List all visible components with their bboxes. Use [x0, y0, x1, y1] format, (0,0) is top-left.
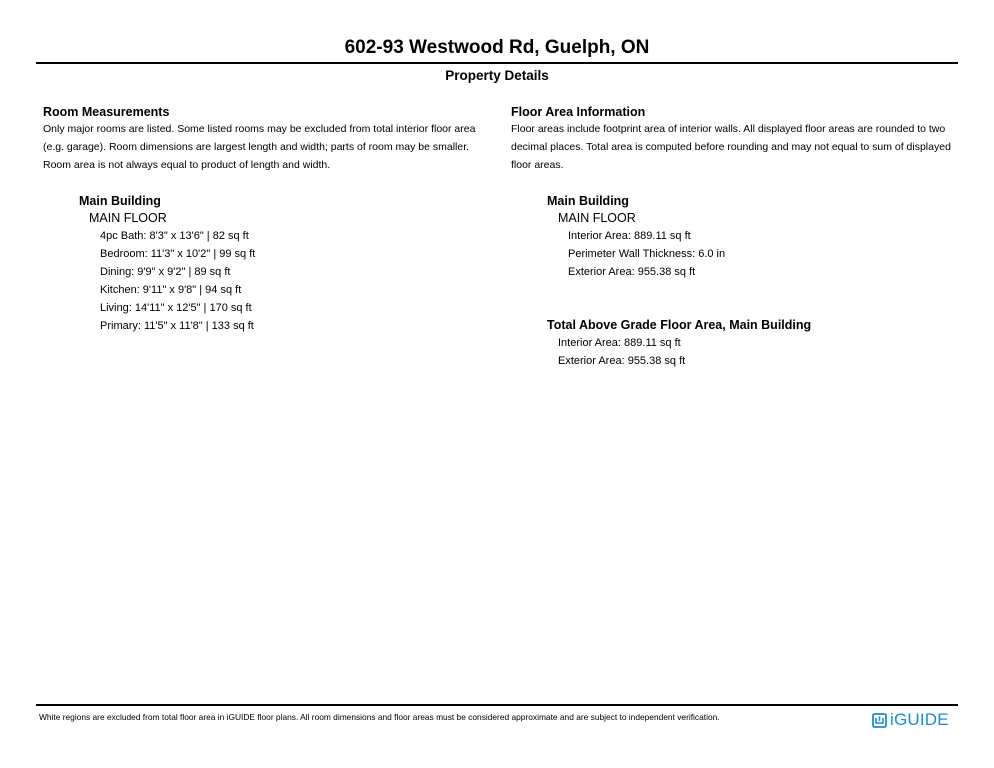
total-area-item: Interior Area: 889.11 sq ft	[558, 337, 681, 349]
floor-area-heading: Floor Area Information	[511, 105, 646, 119]
footer-disclaimer: White regions are excluded from total floor area in iGUIDE floor plans. All room dimensions and floor areas must be considered approximate and are subject to independent verification.	[39, 712, 720, 722]
floor-label: MAIN FLOOR	[89, 211, 167, 225]
total-area-item: Exterior Area: 955.38 sq ft	[558, 355, 686, 367]
floor-label: MAIN FLOOR	[558, 211, 636, 225]
room-measurements-note-line: (e.g. garage). Room dimensions are largest length and width; parts of room may be smaller.	[43, 141, 470, 153]
room-item: Bedroom: 11'3" x 10'2" | 99 sq ft	[100, 248, 256, 260]
building-heading: Main Building	[79, 194, 161, 208]
page-subtitle: Property Details	[445, 68, 549, 83]
total-area-heading: Total Above Grade Floor Area, Main Building	[547, 318, 812, 332]
room-item: Living: 14'11" x 12'5" | 170 sq ft	[100, 302, 252, 314]
room-measurements-note-line: Only major rooms are listed. Some listed rooms may be excluded from total interior floor area	[43, 123, 476, 135]
room-item: Dining: 9'9" x 9'2" | 89 sq ft	[100, 266, 231, 278]
room-item: Kitchen: 9'11" x 9'8" | 94 sq ft	[100, 284, 242, 296]
room-item: Primary: 11'5" x 11'8" | 133 sq ft	[100, 320, 254, 332]
iguide-logo-icon	[872, 713, 887, 728]
floor-area-note-line: floor areas.	[511, 159, 564, 171]
title-divider	[36, 62, 958, 64]
floor-area-note-line: Floor areas include footprint area of interior walls. All displayed floor areas are rounded to two	[511, 123, 946, 135]
floor-area-item: Perimeter Wall Thickness: 6.0 in	[568, 248, 726, 260]
footer-divider	[36, 704, 958, 706]
building-heading: Main Building	[547, 194, 629, 208]
room-measurements-note-line: Room area is not always equal to product of length and width.	[43, 159, 331, 171]
page-title: 602-93 Westwood Rd, Guelph, ON	[344, 37, 650, 58]
floor-area-item: Interior Area: 889.11 sq ft	[568, 230, 691, 242]
iguide-logo-text: iGUIDE	[890, 710, 949, 729]
iguide-logo	[872, 710, 949, 730]
room-measurements-heading: Room Measurements	[43, 105, 170, 119]
room-item: 4pc Bath: 8'3" x 13'6" | 82 sq ft	[100, 230, 249, 242]
floor-area-note-line: decimal places. Total area is computed before rounding and may not equal to sum of displayed	[511, 141, 951, 153]
floor-area-item: Exterior Area: 955.38 sq ft	[568, 266, 696, 278]
